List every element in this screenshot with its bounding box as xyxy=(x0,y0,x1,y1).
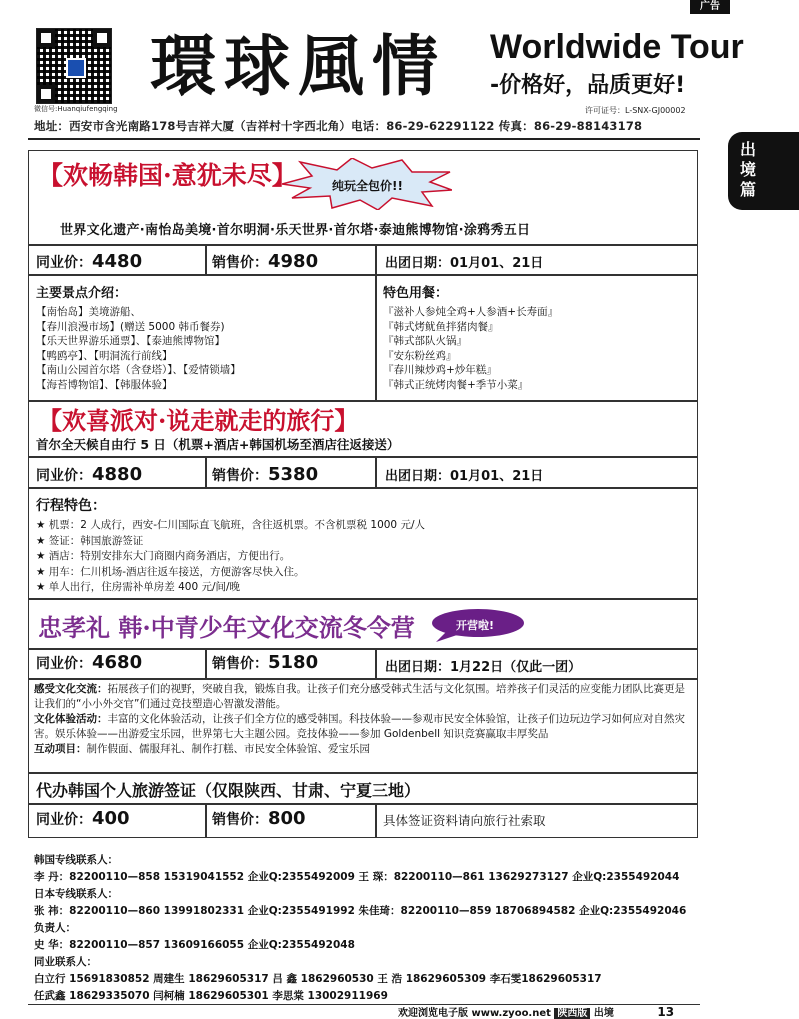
page-number: 13 xyxy=(657,1005,675,1019)
section2-date: 出团日期：01月01、21日 xyxy=(385,469,544,484)
section1-peer-price: 同业价：4480 xyxy=(36,251,143,272)
contact-line: 李 丹：82200110—858 15319041552 企业Q:2355492009 王 琛：82200110—861 13629273127 企业Q:2355492044 xyxy=(34,871,680,883)
section3-peer-price: 同业价：4680 xyxy=(36,652,143,673)
contact-line: 同业联系人： xyxy=(34,956,97,968)
divider xyxy=(375,648,377,678)
list-item: 『滋补人参炖全鸡+人参酒+长寿面』 xyxy=(383,306,559,318)
header-divider xyxy=(28,138,700,140)
list-item: 『韩式烤鱿鱼拌猪肉餐』 xyxy=(383,320,499,333)
ad-tag: 广告 xyxy=(690,0,730,14)
divider xyxy=(28,456,698,458)
paragraph: 文化体验活动：丰富的文化体验活动，让孩子们全方位的感受韩国。科技体验——参观市民安全体验馆，让孩子们边玩边学习如何应对自然灾害。娱乐体验——出游爱宝乐园，世界第七大主题公园。竞技体验——参加 Goldenbell 知识竞赛赢取丰厚奖品 xyxy=(34,713,685,740)
list-item: 『春川辣炒鸡+炒年糕』 xyxy=(383,364,497,376)
section1-badge: 纯玩全包价!! xyxy=(332,179,403,193)
section2-heading: 行程特色： xyxy=(36,498,106,514)
divider xyxy=(205,244,207,274)
divider xyxy=(375,803,377,837)
section4-peer-price: 同业价：400 xyxy=(36,808,130,829)
list-item: ★ 签证：韩国旅游签证 xyxy=(36,534,144,547)
divider xyxy=(28,598,698,600)
list-item: 【春川浪漫市场】(赠送 5000 韩币餐券) xyxy=(36,320,225,333)
section1-left-heading: 主要景点介绍： xyxy=(36,286,128,301)
contact-line: 任武鑫 18629335070 闫柯楠 18629605301 李思棠 13002911969 xyxy=(34,990,388,1002)
qr-code-icon xyxy=(36,28,112,104)
divider xyxy=(28,274,698,276)
contacts-block xyxy=(34,852,734,1005)
slogan: -价格好，品质更好! xyxy=(490,73,686,98)
footer-website: 欢迎浏览电子版 www.zyoo.net xyxy=(398,1008,551,1019)
section1-title: 【欢畅韩国·意犹未尽】 xyxy=(38,161,297,190)
section3-sale-price: 销售价：5180 xyxy=(212,652,319,673)
list-item: 【南怡岛】美境游船、 xyxy=(36,306,141,318)
address-line: 地址：西安市含光南路178号吉祥大厦（吉祥村十字西北角）电话：86-29-62291122 传真：86-29-88143178 xyxy=(34,119,643,133)
divider xyxy=(375,244,377,274)
paragraph: 互动项目：制作假面、儒服拜礼、制作打糕、市民安全体验馆、爱宝乐园 xyxy=(34,743,370,755)
list-item: 『安东粉丝鸡』 xyxy=(383,349,457,362)
section3-title: 忠孝礼 韩·中青少年文化交流冬令营 xyxy=(38,613,415,642)
itinerary-list xyxy=(36,518,425,596)
divider xyxy=(205,456,207,487)
divider xyxy=(28,678,698,680)
section3-badge: 开营啦! xyxy=(456,619,495,632)
section1-sale-price: 销售价：4980 xyxy=(212,251,319,272)
section2-subtitle: 首尔全天候自由行 5 日（机票+酒店+韩国机场至酒店往返接送） xyxy=(36,437,400,452)
list-item: ★ 机票：2 人成行，西安-仁川国际直飞航班，含往返机票。不含机票税 1000 元/人 xyxy=(36,519,425,531)
footer xyxy=(398,1004,674,1017)
list-item: ★ 单人出行，住房需补单房差 400 元/间/晚 xyxy=(36,581,241,593)
list-item: 『韩式部队火锅』 xyxy=(383,335,467,347)
brand-english: Worldwide Tour xyxy=(490,28,744,66)
divider xyxy=(28,648,698,650)
license-number: 许可证号：L-SNX-GJ00002 xyxy=(585,106,686,115)
contact-line: 张 祎：82200110—860 13991802331 企业Q:2355491992 朱佳琦：82200110—859 18706894582 企业Q:2355492046 xyxy=(34,905,687,917)
list-item: 【鸭鸥亭】、【明洞流行前线】 xyxy=(36,349,173,362)
divider xyxy=(205,803,207,837)
divider xyxy=(375,274,377,400)
section4-title: 代办韩国个人旅游签证（仅限陕西、甘肃、宁夏三地） xyxy=(36,781,421,800)
list-item: ★ 用车：仁川机场-酒店往返车接送，方便游客尽快入住。 xyxy=(36,565,305,578)
divider xyxy=(28,772,698,774)
divider xyxy=(28,487,698,489)
meals-list xyxy=(383,305,558,392)
contact-line: 史 华：82200110—857 13609166055 企业Q:2355492048 xyxy=(34,939,355,951)
section1-date: 出团日期：01月01、21日 xyxy=(385,256,544,271)
list-item: ★ 酒店：特别安排东大门商圈内商务酒店，方便出行。 xyxy=(36,550,291,562)
contact-line: 白立行 15691830852 周建生 18629605317 吕 鑫 1862960530 王 浩 18629605309 李石雯18629605317 xyxy=(34,973,602,985)
section2-title: 【欢喜派对·说走就走的旅行】 xyxy=(38,406,359,435)
section1-subtitle: 世界文化遗产·南怡岛美境·首尔明洞·乐天世界·首尔塔·泰迪熊博物馆·涂鸦秀五日 xyxy=(60,223,531,238)
camp-description xyxy=(34,682,694,757)
list-item: 【乐天世界游乐通票】、【泰迪熊博物馆】 xyxy=(36,335,225,347)
footer-section: 出境 xyxy=(593,1008,614,1019)
list-item: 【南山公园首尔塔（含登塔）】、【爱情锁墙】 xyxy=(36,364,241,376)
divider xyxy=(205,648,207,678)
divider xyxy=(28,803,698,805)
contact-line: 韩国专线联系人： xyxy=(34,854,118,866)
contact-line: 日本专线联系人： xyxy=(34,888,118,900)
list-item: 【海苔博物馆】、【韩服体验】 xyxy=(36,378,173,391)
section2-sale-price: 销售价：5380 xyxy=(212,464,319,485)
divider xyxy=(375,456,377,487)
contact-line: 负责人： xyxy=(34,922,76,934)
section3-date: 出团日期：1月22日（仅此一团） xyxy=(385,660,582,675)
section1-right-heading: 特色用餐： xyxy=(383,286,449,301)
side-tab-outbound: 出境篇 xyxy=(728,132,799,210)
paragraph: 感受文化交流：拓展孩子们的视野，突破自我，锻炼自我。让孩子们充分感受韩式生活与文化氛围。培养孩子们灵活的应变能力团队比赛更是让我们的“小小外交官”们通过竞技塑造心智激发潜能。 xyxy=(34,683,685,710)
section4-note: 具体签证资料请向旅行社索取 xyxy=(383,813,546,828)
edition-badge: 陕西版 xyxy=(554,1008,590,1019)
divider xyxy=(28,244,698,246)
list-item: 『韩式正统烤肉餐+季节小菜』 xyxy=(383,378,529,391)
section4-sale-price: 销售价：800 xyxy=(212,808,306,829)
wechat-id: 微信号:Huanqiufengqing xyxy=(34,105,118,113)
brand-title: 環球風情 xyxy=(150,27,446,105)
section2-peer-price: 同业价：4880 xyxy=(36,464,143,485)
attractions-list xyxy=(36,305,241,392)
